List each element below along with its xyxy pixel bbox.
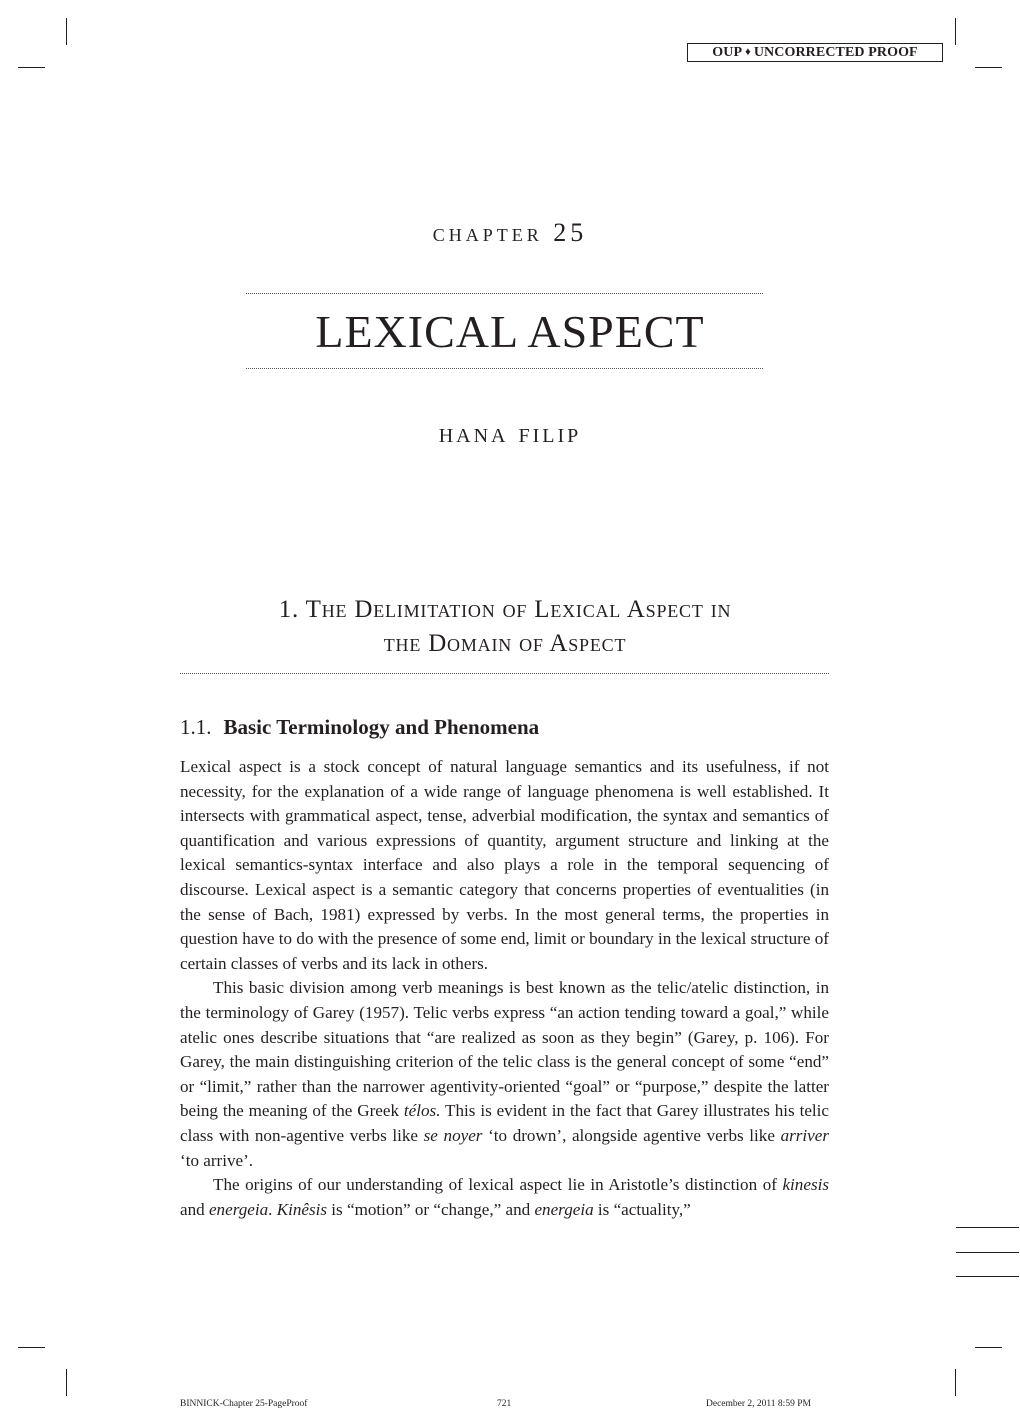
footer-filename: BINNICK-Chapter 25-PageProof — [180, 1399, 308, 1409]
text-run: is “motion” or “change,” and — [327, 1199, 535, 1219]
title-rule-top — [246, 293, 763, 294]
body-text — [180, 755, 829, 1222]
paragraph: Lexical aspect is a stock concept of natural language semantics and its usefulness, if not necessity, for the explanation of a wide range of language phenomena is well established. It intersects with grammatical aspect, tense, adverbial modification, the syntax and semantics of quantification and various expressions of quantity, argument structure and linking at the lexical semantics-syntax interface and also plays a role in the temporal sequencing of discourse. Lexical aspect is a semantic category that concerns properties of eventualities (in the sense of Bach, 1981) expressed by verbs. In the most general terms, the properties in question have to do with the presence of some end, limit or boundary in the lexical structure of certain classes of verbs and its lack in others. — [180, 757, 829, 973]
chapter-title: LEXICAL ASPECT — [315, 306, 705, 357]
subsection-title: Basic Terminology and Phenomena — [223, 715, 540, 739]
text-run: The origins of our understanding of lexical aspect lie in Aristotle’s distinction of — [213, 1175, 783, 1195]
paragraph — [180, 976, 829, 1173]
italic-term: energeia — [534, 1199, 594, 1219]
chapter-label: chapter 25 — [432, 218, 588, 247]
title-rule-bottom — [246, 368, 763, 369]
crop-mark — [975, 67, 1002, 68]
text-run: is “actuality,” — [593, 1199, 691, 1219]
text-run: ‘to arrive’. — [180, 1150, 254, 1170]
proof-badge-publisher: OUP — [712, 45, 743, 60]
footer-timestamp: December 2, 2011 8:59 PM — [706, 1399, 811, 1409]
italic-term: se noyer — [423, 1125, 483, 1145]
italic-term: télos. — [403, 1101, 441, 1121]
trim-mark — [956, 1227, 1019, 1228]
chapter-author: hana filip — [438, 418, 582, 449]
section-heading-line: 1. The Delimitation of Lexical Aspect in — [278, 596, 732, 623]
text-run: This is evident in the fact that Garey illustrates his telic class with non-agentive verbs like — [180, 1101, 829, 1145]
crop-mark — [18, 67, 45, 68]
diamond-separator-icon: ♦ — [745, 46, 751, 58]
crop-mark — [955, 18, 956, 45]
italic-term: kinesis — [782, 1175, 829, 1195]
text-run: This basic division among verb meanings is best known as the telic/atelic distinction, in the terminology of Garey (1957). Telic verbs express “an action tending toward a goal,” while atelic ones describe situations that “are realized as soon as they begin” (Garey, p. 106). For Garey, the main distinguishing criterion of the telic class is the general concept of some “end” or “limit,” rather than the narrower agentivity-oriented “goal” or “purpose,” despite the latter being the meaning of the Greek — [180, 978, 829, 1121]
paragraph — [180, 1173, 829, 1222]
section-heading-line: the Domain of Aspect — [383, 630, 627, 657]
subsection-number: 1.1. — [180, 715, 212, 739]
italic-term: Kinêsis — [276, 1199, 328, 1219]
crop-mark — [66, 18, 67, 45]
proof-badge-status: UNCORRECTED PROOF — [753, 45, 918, 60]
crop-mark — [18, 1347, 45, 1348]
text-run: and — [180, 1199, 209, 1219]
subsection-heading — [180, 715, 539, 740]
section-rule — [180, 673, 829, 674]
italic-term: arriver — [780, 1125, 829, 1145]
footer-page-number: 721 — [497, 1399, 512, 1409]
section-heading — [180, 593, 830, 661]
proof-status-badge — [687, 43, 943, 62]
trim-mark — [956, 1276, 1019, 1277]
crop-mark — [955, 1369, 956, 1396]
crop-mark — [975, 1347, 1002, 1348]
text-run: . — [268, 1199, 277, 1219]
trim-mark — [956, 1252, 1019, 1253]
crop-mark — [66, 1369, 67, 1396]
text-run: ‘to drown’, alongside agentive verbs like — [482, 1125, 781, 1145]
italic-term: energeia — [208, 1199, 269, 1219]
